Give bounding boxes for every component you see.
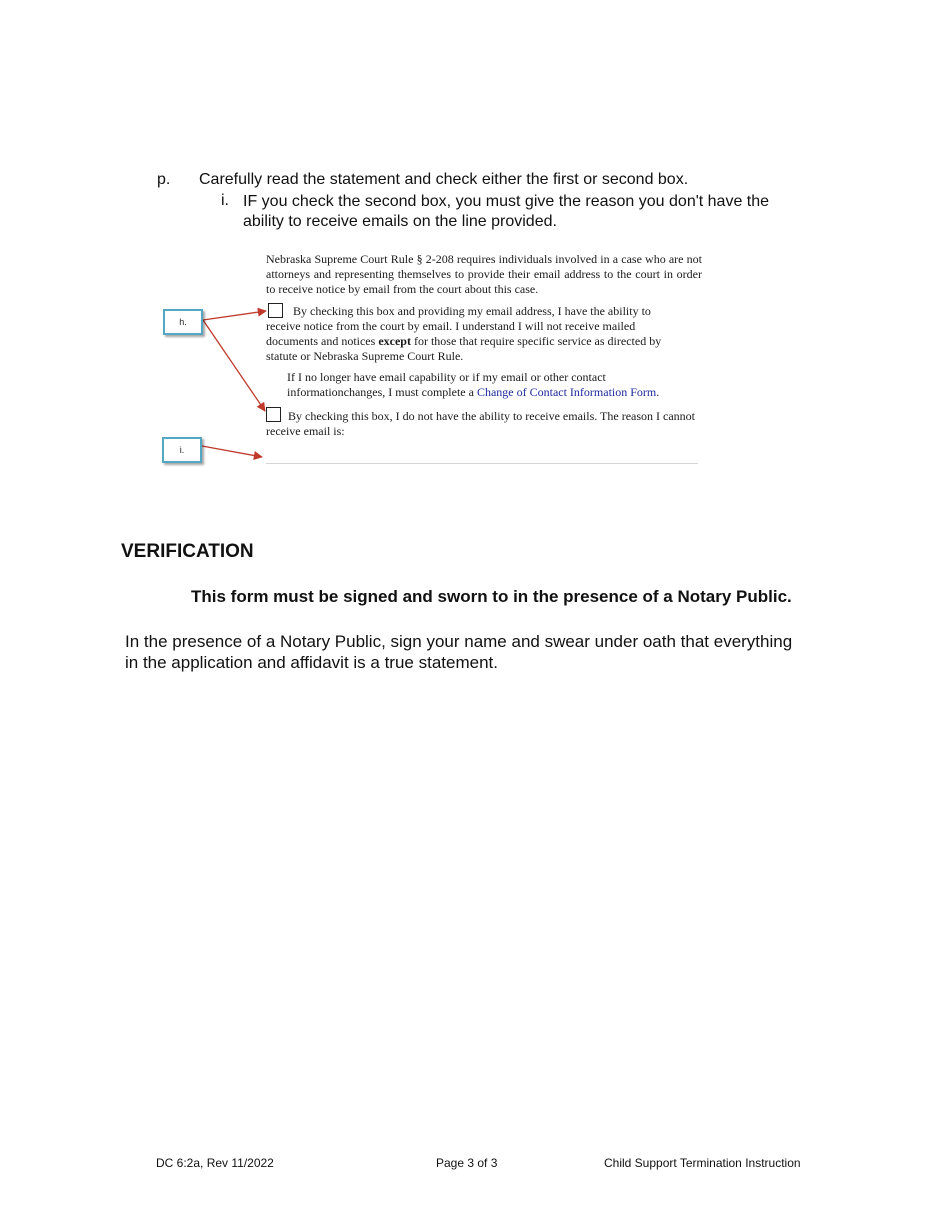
step-text: Carefully read the statement and check either the first or second box. <box>199 171 689 188</box>
callout-i: i. <box>162 437 202 463</box>
sub-step-text: IF you check the second box, you must give the reason you don't have the ability to receive emails on the line provided. <box>243 193 770 230</box>
arrow-i-to-reason-line <box>202 446 262 457</box>
arrow-h-to-first-checkbox <box>203 311 266 320</box>
footer-title: Child Support Termination Instruction <box>604 1156 801 1170</box>
rule-paragraph: Nebraska Supreme Court Rule § 2-208 requires individuals involved in a case who are not attorneys and representing themselves to provide their email address to the court in order to receive notice by email from the court about this case. <box>266 252 702 296</box>
notary-notice: This form must be signed and sworn to in the presence of a Notary Public. <box>191 587 792 606</box>
change-of-contact-link[interactable]: Change of Contact Information Form <box>476 385 657 399</box>
arrow-h-to-contact-form <box>203 320 265 411</box>
verification-body: In the presence of a Notary Public, sign your name and swear under oath that everything in the application and affidavit is a true statement. <box>125 632 793 672</box>
footer-form-id: DC 6:2a, Rev 11/2022 <box>156 1156 274 1170</box>
step-marker: p. <box>157 171 171 188</box>
contact-change-end: . <box>656 385 660 399</box>
option-1-after: for those that require specific service as directed by statute or Nebraska Supreme Court Rule. <box>266 334 662 363</box>
sub-step-marker: i. <box>221 192 229 209</box>
option-2-text: By checking this box, I do not have the ability to receive emails. The reason I cannot receive email is: <box>266 409 695 438</box>
callout-h: h. <box>163 309 203 335</box>
verification-heading: VERIFICATION <box>121 541 254 562</box>
option-1-before: By checking this box and providing my email address, I have the ability to receive notice from the court by email. I understand I will not receive mailed documents and notices <box>266 304 651 348</box>
footer-page-number: Page 3 of 3 <box>436 1156 498 1170</box>
option-1-emphasis: except <box>378 334 411 348</box>
contact-change-text: If I no longer have email capability or if my email or other contact informationchanges, I must complete a <box>287 370 606 399</box>
